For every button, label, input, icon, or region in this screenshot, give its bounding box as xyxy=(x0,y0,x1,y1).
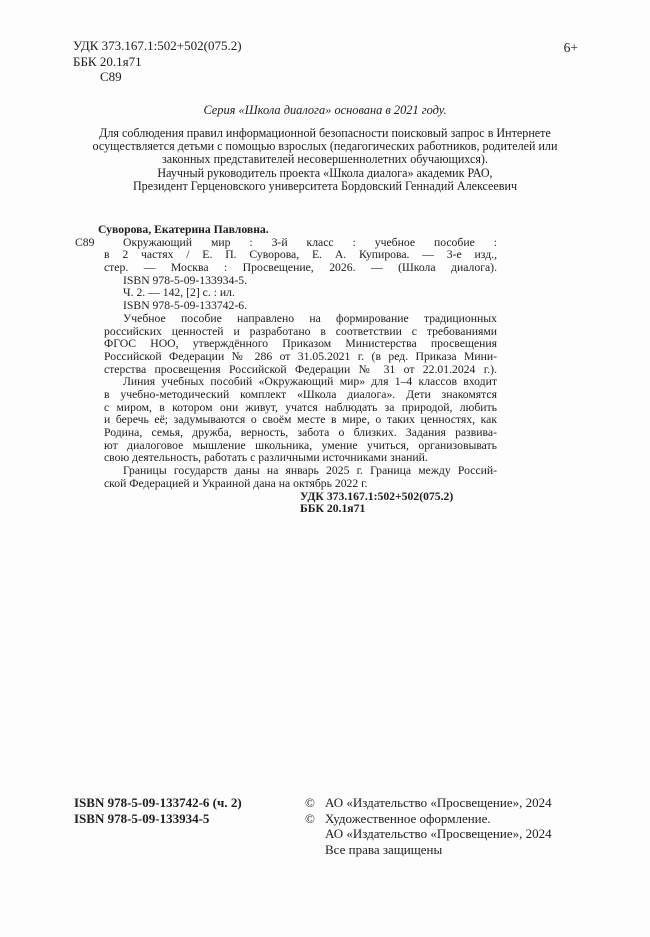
annotation-line: ФГОС НОО, утверждённого Приказом Министерства просвещения xyxy=(104,338,497,351)
copyright-symbol: © xyxy=(305,795,315,810)
series-note: Серия «Школа диалога» основана в 2021 году. xyxy=(203,103,447,117)
udk-code: УДК 373.167.1:502+502(075.2) xyxy=(73,38,242,53)
footer-isbn-block xyxy=(74,795,242,827)
footer-isbn-line: ISBN 978-5-09-133742-6 (ч. 2) xyxy=(74,795,242,810)
annotation-line: в учебно-методический комплект «Школа диалога». Дети знакомятся xyxy=(104,389,497,401)
isbn-line: ISBN 978-5-09-133934-5. xyxy=(123,273,248,287)
copyright-symbol-spacer xyxy=(305,826,325,842)
annotation-line: свою деятельность, работать с различными источниками знаний. xyxy=(104,451,428,465)
bib-line: Окружающий мир : 3-й класс : учебное пособие : xyxy=(123,236,497,249)
annotation-line: стерства просвещения Российской Федерации № 31 от 22.01.2024 г.). xyxy=(104,363,497,376)
footer-isbn-line: ISBN 978-5-09-133934-5 xyxy=(74,811,210,826)
card-author: Суворова, Екатерина Павловна. xyxy=(98,223,269,236)
security-note-line: Для соблюдения правил информационной безопасности поисковый запрос в Интернете xyxy=(99,126,551,140)
security-note-line: осуществляется детьми с помощью взрослых (педагогических работников, родителей или xyxy=(92,139,558,154)
footer-copyright-block xyxy=(305,795,552,857)
security-note xyxy=(40,127,610,167)
udk-code-bottom: УДК 373.167.1:502+502(075.2) xyxy=(300,489,454,503)
annotation-line: и беречь её; задумываются о своём месте в мире, о таких ценностях, как xyxy=(104,414,497,427)
annotation-line: с миром, в котором они живут, учатся наблюдать за природой, любить xyxy=(104,401,497,414)
age-mark: 6+ xyxy=(563,40,578,55)
bbk-code: ББК 20.1я71 xyxy=(73,53,142,69)
annotation-line: Российской Федерации № 286 от 31.05.2021 г. (в ред. Приказа Мини- xyxy=(104,350,497,363)
isbn-line: ISBN 978-5-09-133742-6. xyxy=(123,299,248,313)
part-line: Ч. 2. — 142, [2] с. : ил. xyxy=(123,286,235,300)
borders-note-line: Границы государств даны на январь 2025 г. Граница между Россий- xyxy=(123,465,497,478)
annotation-line: Линия учебных пособий «Окружающий мир» для 1–4 классов входит xyxy=(123,376,497,389)
copyright-symbol: © xyxy=(305,810,315,826)
bib-line: в 2 частях / Е. П. Суворова, Е. А. Купирова. — 3-е изд., xyxy=(104,249,497,262)
borders-note-line: ской Федерацией и Украиной дана на октябрь 2022 г. xyxy=(104,476,368,490)
copyright-line: Художественное оформление. xyxy=(325,810,491,826)
supervisor-note-line: Президент Герценовского университета Бордовский Геннадий Алексеевич xyxy=(132,179,518,194)
bbk-code-bottom: ББК 20.1я71 xyxy=(300,502,366,516)
supervisor-note-line: Научный руководитель проекта «Школа диалога» академик РАО, xyxy=(157,166,493,180)
catalog-card xyxy=(75,223,497,516)
bib-line: стер. — Москва : Просвещение, 2026. — (Школа диалога). xyxy=(104,262,497,275)
author-sign-code: С89 xyxy=(100,69,122,84)
copyright-line: Все права защищены xyxy=(325,841,443,857)
annotation-line: ют диалоговое мышление школьника, умение учиться, организовывать xyxy=(104,439,497,452)
card-udk-bbk-block xyxy=(300,491,497,516)
catalog-card-code: С89 xyxy=(75,235,95,249)
annotation-line: Родина, семья, дружба, верность, забота о близких. Задания развива- xyxy=(104,427,497,440)
copyright-line: АО «Издательство «Просвещение», 2024 xyxy=(325,795,552,810)
supervisor-note xyxy=(40,167,610,193)
annotation-line: Учебное пособие направлено на формирование традиционных xyxy=(123,312,497,325)
copyright-symbol-spacer xyxy=(305,842,325,858)
top-codes-block xyxy=(73,38,242,85)
security-note-line: законных представителей несовершеннолетних обучающихся). xyxy=(162,152,488,167)
annotation-line: российских ценностей и разработано в соответствии с требованиями xyxy=(104,325,497,338)
copyright-line: АО «Издательство «Просвещение», 2024 xyxy=(325,826,552,841)
